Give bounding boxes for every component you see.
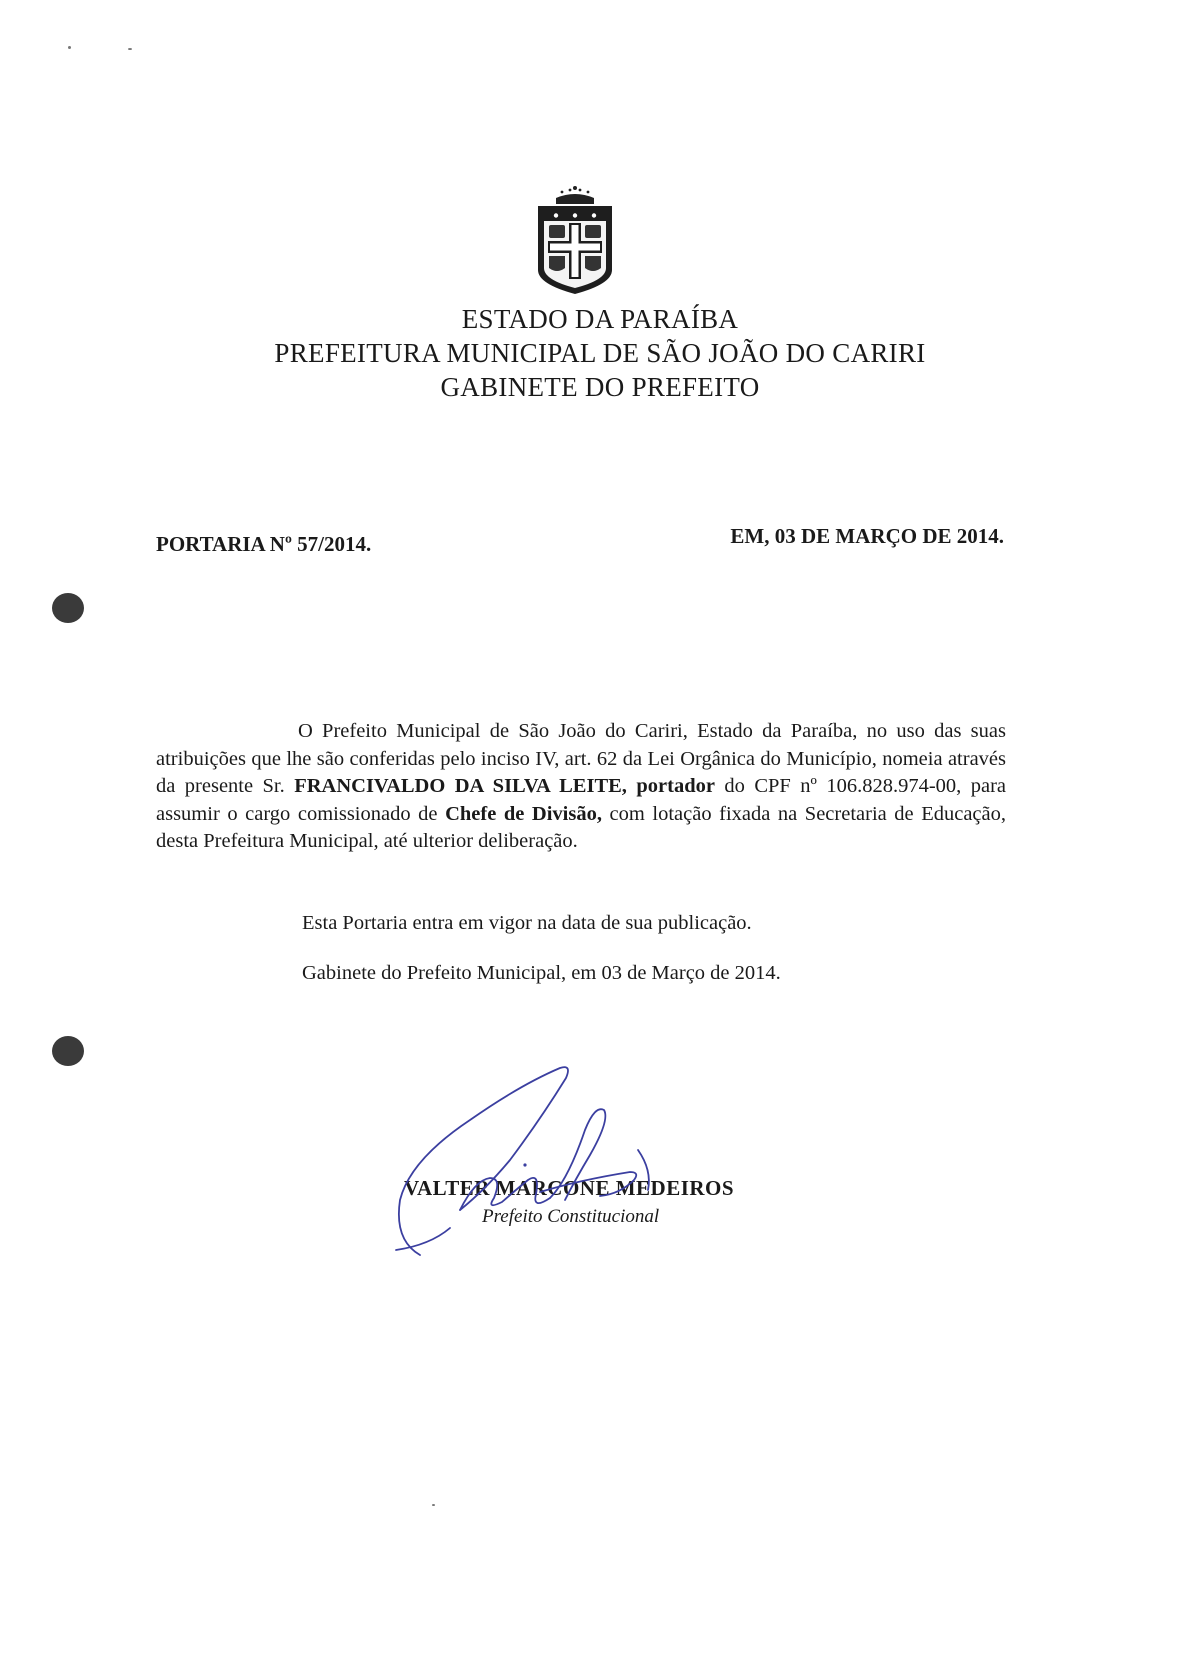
header-state: ESTADO DA PARAÍBA	[461, 304, 739, 334]
header-office: GABINETE DO PREFEITO	[440, 372, 760, 402]
position-title: Chefe de Divisão,	[445, 802, 602, 825]
scan-speck	[68, 46, 71, 49]
handwritten-signature-icon	[390, 1060, 720, 1260]
effective-clause: Esta Portaria entra em vigor na data de sua publicação.	[302, 912, 752, 934]
bearer-label: portador	[636, 775, 715, 797]
closing-clause: Gabinete do Prefeito Municipal, em 03 de Março de 2014.	[302, 962, 781, 984]
signer-name: VALTER MARCONE MEDEIROS	[404, 1176, 735, 1200]
appointment-paragraph	[156, 718, 1006, 856]
ordinance-number: PORTARIA Nº 57/2014.	[156, 532, 372, 556]
signer-title: Prefeito Constitucional	[482, 1206, 660, 1227]
paragraph-text: com lotação fixada na Secretaria de Educação, desta Prefeitura Municipal, até ulterior deliberação.	[156, 802, 1007, 852]
scan-speck	[128, 48, 132, 50]
appointee-name: FRANCIVALDO DA SILVA LEITE,	[294, 775, 627, 797]
punch-hole	[52, 1036, 84, 1066]
document-header	[0, 302, 1200, 404]
scan-speck	[432, 1504, 435, 1506]
paragraph-text	[627, 775, 636, 797]
ordinance-date: EM, 03 DE MARÇO DE 2014.	[730, 524, 1004, 548]
paragraph-text: do CPF nº 106.828.974-00, para assumir o cargo comissionado de	[156, 775, 1007, 825]
punch-hole	[52, 593, 84, 623]
header-municipality: PREFEITURA MUNICIPAL DE SÃO JOÃO DO CARIRI	[274, 338, 926, 368]
municipal-coat-of-arms-icon	[532, 186, 618, 298]
paragraph-text: O Prefeito Municipal de São João do Cariri, Estado da Paraíba, no uso das suas atribuições que lhe são conferidas pelo inciso IV, art. 62 da Lei Orgânica do Município, nomeia através da presente Sr.	[156, 720, 1006, 797]
